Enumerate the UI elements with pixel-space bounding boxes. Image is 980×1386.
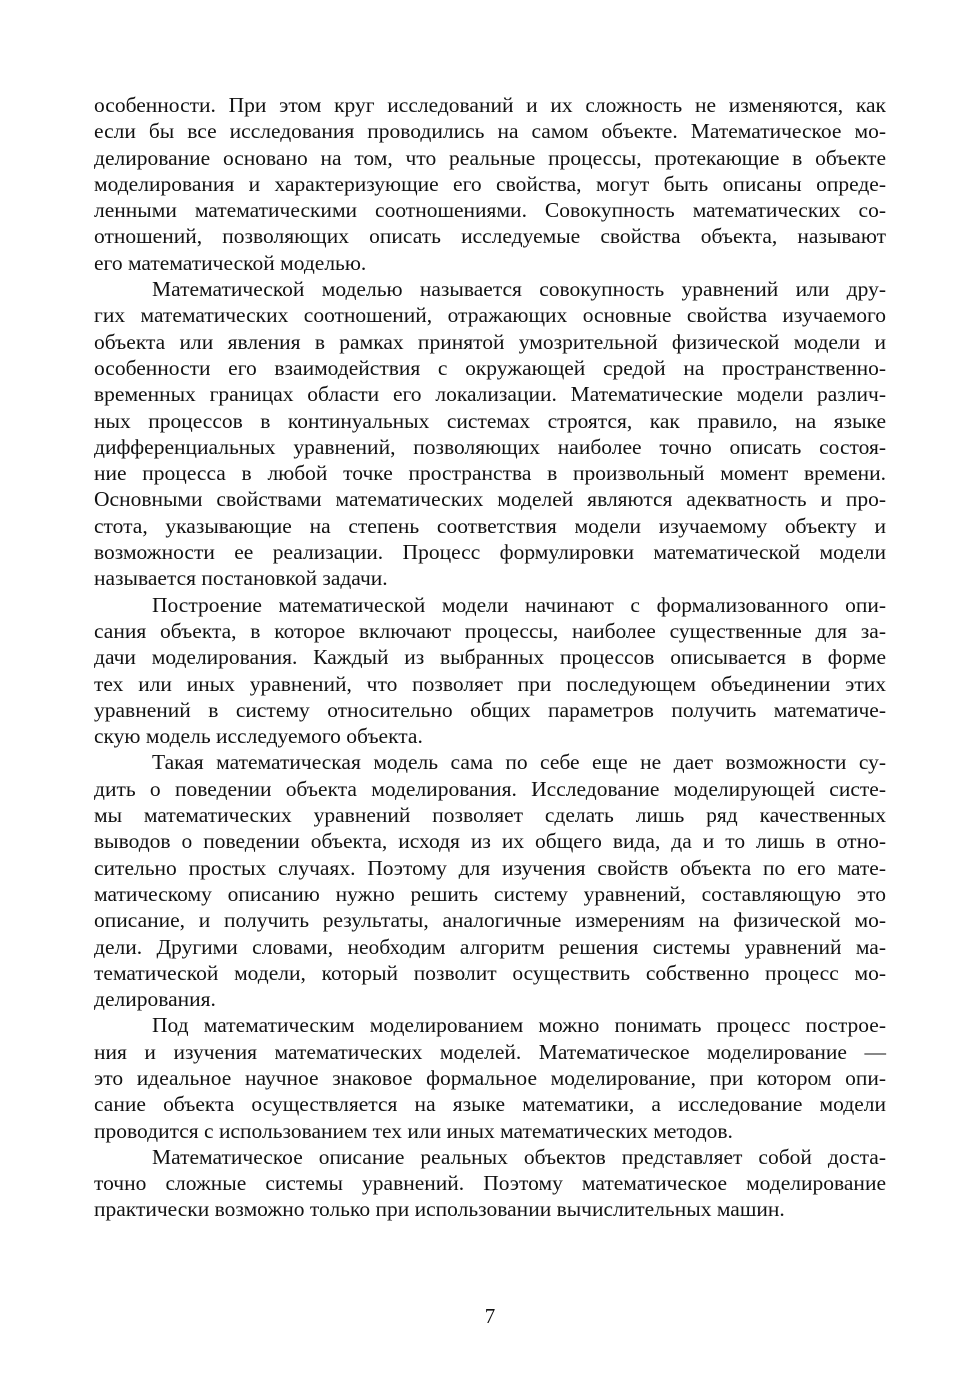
text-line: делирования. [94,987,216,1012]
text-line: его математической моделью. [94,250,367,275]
text-line: уравнений в систему относительно общих параметров получить математиче- [94,697,886,722]
text-line: дели. Другими словами, необходим алгоритм решения системы уравнений ма- [94,934,886,959]
text-line: возможности ее реализации. Процесс формулировки математической модели [94,540,886,565]
text-line: называется постановкой задачи. [94,566,388,591]
text-line: если бы все исследования проводились на самом объекте. Математическое мо- [94,119,886,144]
text-line: гих математических соотношений, отражающих основные свойства изучаемого [94,303,886,328]
text-line: отношений, позволяющих описать исследуемые свойства объекта, называют [94,224,886,249]
text-line: моделирования и характеризующие его свойства, могут быть описаны опреде- [94,171,886,196]
text-line: ния и изучения математических моделей. Математическое моделирование — [94,1039,886,1064]
text-line: сания объекта, в которое включают процессы, наиболее существенные для за- [94,618,886,643]
text-line: проводится с использованием тех или иных математических методов. [94,1118,733,1143]
paragraph [94,749,886,1012]
text-line: сительно простых случаях. Поэтому для изучения свойств объекта по его мате- [94,855,886,880]
text-line: Под математическим моделированием можно понимать процесс построе- [152,1013,886,1038]
text-line: Основными свойствами математических моделей являются адекватность и про- [94,487,886,512]
paragraph [94,92,886,276]
text-line: Такая математическая модель сама по себе еще не дает возможности су- [152,750,886,775]
paragraph [94,1144,886,1223]
text-line: особенности его взаимодействия с окружающей средой на пространственно- [94,355,886,380]
paragraph [94,592,886,750]
text-line: особенности. При этом круг исследований и их сложность не изменяются, как [94,93,886,117]
text-line: мы математических уравнений позволяет сделать лишь ряд качественных [94,803,886,828]
text-line: выводов о поведении объекта, исходя из их общего вида, да и то лишь в отно- [94,829,886,854]
text-line: ние процесса в любой точке пространства в произвольный момент времени. [94,461,886,486]
text-line: ленными математическими соотношениями. Совокупность математических со- [94,198,886,223]
text-line: тех или иных уравнений, что позволяет при последующем объединении этих [94,671,886,696]
text-line: точно сложные системы уравнений. Поэтому математическое моделирование [94,1171,886,1196]
text-line: Математической моделью называется совокупность уравнений или дру- [152,277,886,302]
text-line: объекта или явления в рамках принятой умозрительной физической модели и [94,329,886,354]
text-line: описание, и получить результаты, аналогичные измерениям на физической мо- [94,908,886,933]
page-body [94,92,886,1223]
text-line: это идеальное научное знаковое формальное моделирование, при котором опи- [94,1065,886,1090]
text-line: Построение математической модели начинают с формализованного опи- [152,592,886,617]
text-line: практически возможно только при использовании вычислительных машин. [94,1197,785,1222]
page-number: 7 [484,1304,496,1328]
paragraph [94,276,886,592]
text-line: Математическое описание реальных объектов представляет собой доста- [152,1144,886,1169]
text-line: скую модель исследуемого объекта. [94,724,423,749]
text-line: временных границах области его локализации. Математические модели различ- [94,382,886,407]
text-line: стота, указывающие на степень соответствия модели изучаемому объекту и [94,513,886,538]
text-line: матическому описанию нужно решить систему уравнений, составляющую это [94,881,886,906]
paragraph [94,1012,886,1143]
text-line: делирование основано на том, что реальные процессы, протекающие в объекте [94,145,886,170]
text-line: дить о поведении объекта моделирования. Исследование моделирующей систе- [94,776,886,801]
text-line: сание объекта осуществляется на языке математики, а исследование модели [94,1092,886,1117]
text-line: тематической модели, который позволит осуществить собственно процесс мо- [94,960,886,985]
text-line: дачи моделирования. Каждый из выбранных процессов описывается в форме [94,645,886,670]
text-line: ных процессов в континуальных системах строятся, как правило, на языке [94,408,886,433]
text-line: дифференциальных уравнений, позволяющих наиболее точно описать состоя- [94,434,886,459]
